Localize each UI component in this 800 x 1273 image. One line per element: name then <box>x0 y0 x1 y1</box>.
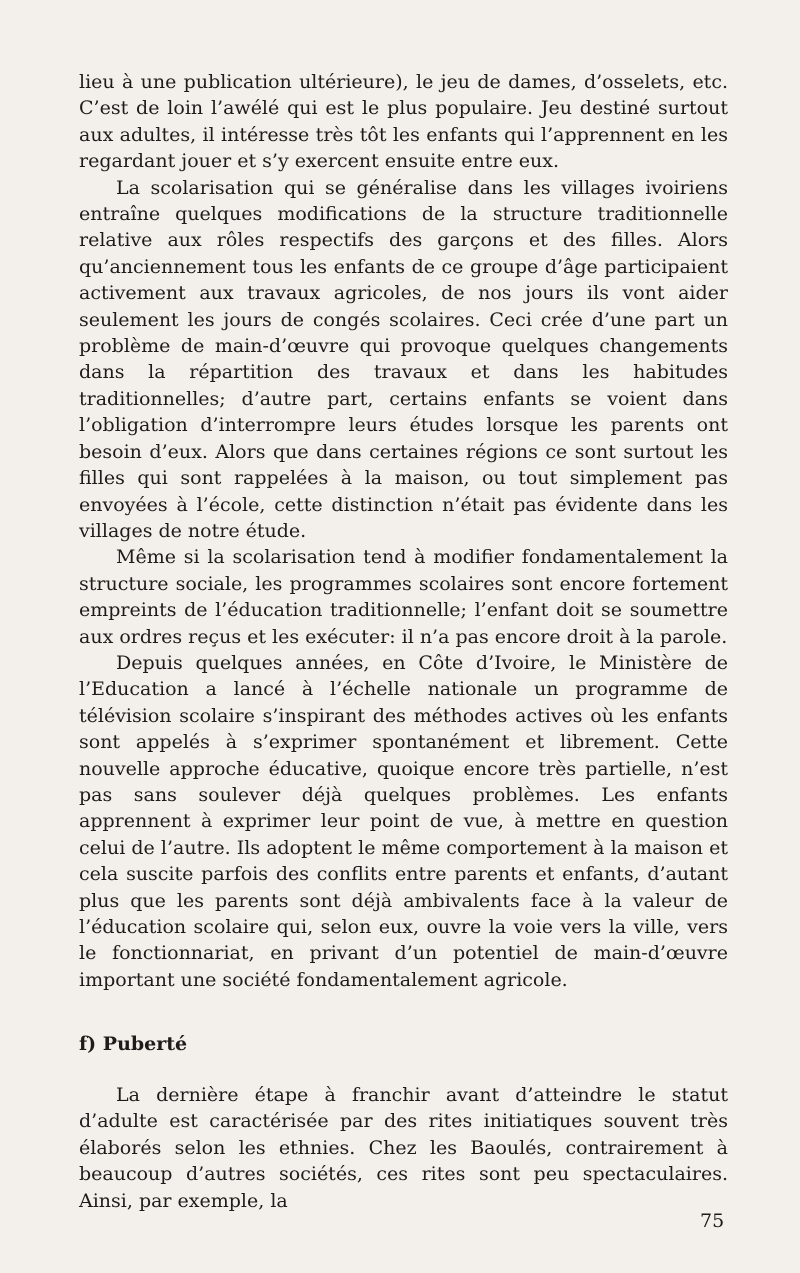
paragraph-television-scolaire: Depuis quelques années, en Côte d’Ivoire, le Ministère de l’Education a lancé à l’échelle nationale un programme de télévision scolaire s’inspirant des méthodes actives où les enfants sont appelés à s’exprimer spontanément et librement. Cette nouvelle approche éducative, quoique encore très partielle, n’est pas sans soulever déjà quelques problèmes. Les enfants apprennent à exprimer leur point de vue, à mettre en question celui de l’autre. Ils adoptent le même comportement à la maison et cela suscite parfois des conflits entre parents et enfants, d’autant plus que les parents sont déjà ambivalents face à la valeur de l’éducation scolaire qui, selon eux, ouvre la voie vers la ville, vers le fonctionnariat, en privant d’un potentiel de main-d’œuvre important une société fondamentalement agricole. <box>79 651 728 991</box>
paragraph-structure-sociale: Même si la scolarisation tend à modifier fondamentalement la structure sociale, les programmes scolaires sont encore fortement empreints de l’éducation traditionnelle; l’enfant doit se soumettre aux ordres reçus et les exécuter: il n’a pas encore droit à la parole. <box>79 546 728 648</box>
paragraph-scolarisation: La scolarisation qui se généralise dans les villages ivoiriens entraîne quelques modifications de la structure traditionnelle relative aux rôles respectifs des garçons et des filles. Alors qu’anciennement tous les enfants de ce groupe d’âge participaient activement aux travaux agricoles, de nos jours ils vont aider seulement les jours de congés scolaires. Ceci crée d’une part un problème de main-d’œuvre qui provoque quelques changements dans la répartition des travaux et dans les habitudes traditionnelles; d’autre part, certains enfants se voient dans l’obligation d’interrompre leurs études lorsque les parents ont besoin d’eux. Alors que dans certaines régions ce sont surtout les filles qui sont rappelées à la maison, ou tout simplement pas envoyées à l’école, cette distinction n’était pas évidente dans les villages de notre étude. <box>79 176 728 542</box>
body-text-bottom <box>79 1082 728 1214</box>
page-number: 75 <box>700 1210 725 1232</box>
paragraph-puberte: La dernière étape à franchir avant d’atteindre le statut d’adulte est caractérisée par des rites initiatiques souvent très élaborés selon les ethnies. Chez les Baoulés, contrairement à beaucoup d’autres sociétés, ces rites sont peu spectaculaires. Ainsi, par exemple, la <box>79 1084 728 1212</box>
paragraph-continuation: lieu à une publication ultérieure), le jeu de dames, d’osselets, etc. C’est de loin l’awélé qui est le plus populaire. Jeu destiné surtout aux adultes, il intéresse très tôt les enfants qui l’apprennent en les regardant jouer et s’y exercent ensuite entre eux. <box>79 71 728 173</box>
section-heading-puberte: f) Puberté <box>79 1033 188 1055</box>
body-text-top <box>79 69 728 993</box>
